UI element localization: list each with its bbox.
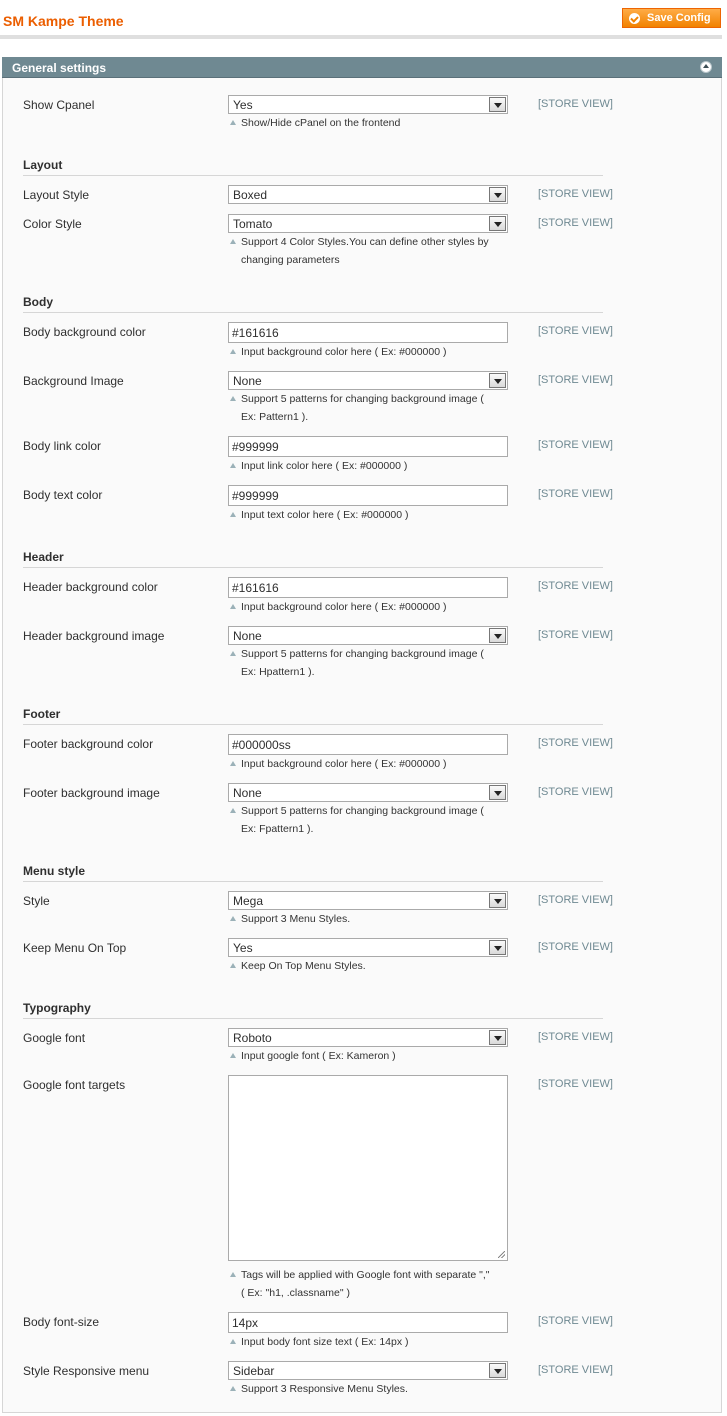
responsive-menu-value: Sidebar [233, 1364, 275, 1378]
header-bg-color-input[interactable]: #161616 [228, 577, 508, 598]
responsive-menu-select[interactable] [228, 1361, 508, 1380]
triangle-up-icon [230, 916, 236, 921]
triangle-up-icon [230, 463, 236, 468]
keep-menu-top-select[interactable] [228, 938, 508, 957]
triangle-up-icon [230, 1339, 236, 1344]
body-text-color-input[interactable]: #999999 [228, 485, 508, 506]
scope-label: [STORE VIEW] [538, 488, 613, 500]
header-bg-image-select[interactable] [228, 626, 508, 645]
scope-label: [STORE VIEW] [538, 188, 613, 200]
chevron-down-icon [489, 216, 506, 231]
footer-bg-color-note: Input background color here ( Ex: #000000 ) [230, 755, 508, 773]
scope-label: [STORE VIEW] [538, 737, 613, 749]
group-title-menu-style: Menu style [23, 864, 86, 878]
menu-style-label: Style [23, 894, 50, 908]
chevron-down-icon [489, 628, 506, 643]
body-link-color-label: Body link color [23, 439, 102, 453]
footer-bg-image-value: None [233, 786, 262, 800]
google-font-targets-note: Tags will be applied with Google font with separate "," ( Ex: "h1, .classname" ) [230, 1266, 508, 1302]
keep-menu-top-label: Keep Menu On Top [23, 941, 127, 955]
resize-grip-icon[interactable] [498, 1251, 505, 1258]
triangle-up-icon [230, 1272, 236, 1277]
triangle-up-icon [230, 239, 236, 244]
google-font-note: Input google font ( Ex: Kameron ) [230, 1047, 508, 1065]
page-title: SM Kampe Theme [3, 13, 124, 29]
responsive-menu-note: Support 3 Responsive Menu Styles. [230, 1380, 508, 1398]
background-image-select[interactable] [228, 371, 508, 390]
layout-style-select[interactable] [228, 185, 508, 204]
scope-label: [STORE VIEW] [538, 580, 613, 592]
footer-bg-color-input[interactable]: #000000ss [228, 734, 508, 755]
scope-label: [STORE VIEW] [538, 894, 613, 906]
triangle-up-icon [230, 1053, 236, 1058]
triangle-up-icon [230, 808, 236, 813]
color-style-label: Color Style [23, 217, 82, 231]
chevron-down-icon [489, 940, 506, 955]
scope-label: [STORE VIEW] [538, 1364, 613, 1376]
group-divider [23, 567, 603, 568]
color-style-value: Tomato [233, 217, 273, 231]
group-title-footer: Footer [23, 707, 61, 721]
keep-menu-top-value: Yes [233, 941, 253, 955]
general-settings-header[interactable] [2, 57, 722, 78]
body-link-color-note: Input link color here ( Ex: #000000 ) [230, 457, 508, 475]
group-title-header: Header [23, 550, 64, 564]
triangle-up-icon [230, 651, 236, 656]
body-text-color-label: Body text color [23, 488, 103, 502]
group-title-typography: Typography [23, 1001, 91, 1015]
background-image-label: Background Image [23, 374, 124, 388]
scope-label: [STORE VIEW] [538, 1031, 613, 1043]
chevron-down-icon [489, 1363, 506, 1378]
footer-bg-color-label: Footer background color [23, 737, 154, 751]
group-title-layout: Layout [23, 158, 63, 172]
show-cpanel-note: Show/Hide cPanel on the frontend [230, 114, 508, 132]
triangle-up-icon [230, 120, 236, 125]
scope-label: [STORE VIEW] [538, 1078, 613, 1090]
collapse-up-icon[interactable] [700, 61, 712, 73]
show-cpanel-value: Yes [233, 98, 253, 112]
color-style-note: Support 4 Color Styles.You can define other styles by changing parameters [230, 233, 508, 269]
header-bg-image-note: Support 5 patterns for changing background image ( Ex: Hpattern1 ). [230, 645, 508, 681]
footer-bg-image-note: Support 5 patterns for changing background image ( Ex: Fpattern1 ). [230, 802, 508, 838]
body-bg-color-label: Body background color [23, 325, 146, 339]
layout-style-label: Layout Style [23, 188, 90, 202]
save-config-label: Save Config [647, 12, 711, 24]
show-cpanel-select[interactable] [228, 95, 508, 114]
menu-style-note: Support 3 Menu Styles. [230, 910, 508, 928]
header-bg-image-label: Header background image [23, 629, 165, 643]
google-font-select[interactable] [228, 1028, 508, 1047]
color-style-select[interactable] [228, 214, 508, 233]
header-bg-color-note: Input background color here ( Ex: #000000 ) [230, 598, 508, 616]
scope-label: [STORE VIEW] [538, 217, 613, 229]
scope-label: [STORE VIEW] [538, 786, 613, 798]
chevron-down-icon [489, 893, 506, 908]
footer-bg-image-label: Footer background image [23, 786, 160, 800]
triangle-up-icon [230, 761, 236, 766]
google-font-targets-textarea[interactable] [228, 1075, 508, 1261]
google-font-targets-label: Google font targets [23, 1078, 126, 1092]
save-config-button[interactable] [622, 8, 721, 28]
chevron-down-icon [489, 373, 506, 388]
group-title-body: Body [23, 295, 53, 309]
header-bg-color-label: Header background color [23, 580, 158, 594]
triangle-up-icon [230, 963, 236, 968]
scope-label: [STORE VIEW] [538, 1315, 613, 1327]
group-divider [23, 175, 603, 176]
scope-label: [STORE VIEW] [538, 629, 613, 641]
show-cpanel-label: Show Cpanel [23, 98, 95, 112]
body-font-size-label: Body font-size [23, 1315, 100, 1329]
group-divider [23, 312, 603, 313]
title-divider [0, 35, 722, 39]
group-divider [23, 881, 603, 882]
triangle-up-icon [230, 604, 236, 609]
header-bg-image-value: None [233, 629, 262, 643]
triangle-up-icon [230, 349, 236, 354]
chevron-down-icon [489, 1030, 506, 1045]
group-divider [23, 724, 603, 725]
scope-label: [STORE VIEW] [538, 374, 613, 386]
body-font-size-input[interactable]: 14px [228, 1312, 508, 1333]
background-image-value: None [233, 374, 262, 388]
triangle-up-icon [230, 512, 236, 517]
scope-label: [STORE VIEW] [538, 439, 613, 451]
triangle-up-icon [230, 1386, 236, 1391]
scope-label: [STORE VIEW] [538, 98, 613, 110]
scope-label: [STORE VIEW] [538, 941, 613, 953]
google-font-value: Roboto [233, 1031, 272, 1045]
section-title: General settings [12, 61, 107, 75]
menu-style-select[interactable] [228, 891, 508, 910]
background-image-note: Support 5 patterns for changing background image ( Ex: Pattern1 ). [230, 390, 508, 426]
menu-style-value: Mega [233, 894, 264, 908]
check-circle-icon [629, 13, 640, 24]
body-link-color-input[interactable]: #999999 [228, 436, 508, 457]
body-font-size-note: Input body font size text ( Ex: 14px ) [230, 1333, 508, 1351]
body-text-color-note: Input text color here ( Ex: #000000 ) [230, 506, 508, 524]
triangle-up-icon [230, 396, 236, 401]
responsive-menu-label: Style Responsive menu [23, 1364, 150, 1378]
group-divider [23, 1018, 603, 1019]
body-bg-color-note: Input background color here ( Ex: #000000 ) [230, 343, 508, 361]
chevron-down-icon [489, 785, 506, 800]
body-bg-color-input[interactable]: #161616 [228, 322, 508, 343]
keep-menu-top-note: Keep On Top Menu Styles. [230, 957, 508, 975]
google-font-label: Google font [23, 1031, 86, 1045]
scope-label: [STORE VIEW] [538, 325, 613, 337]
footer-bg-image-select[interactable] [228, 783, 508, 802]
layout-style-value: Boxed [233, 188, 268, 202]
chevron-down-icon [489, 187, 506, 202]
chevron-down-icon [489, 97, 506, 112]
